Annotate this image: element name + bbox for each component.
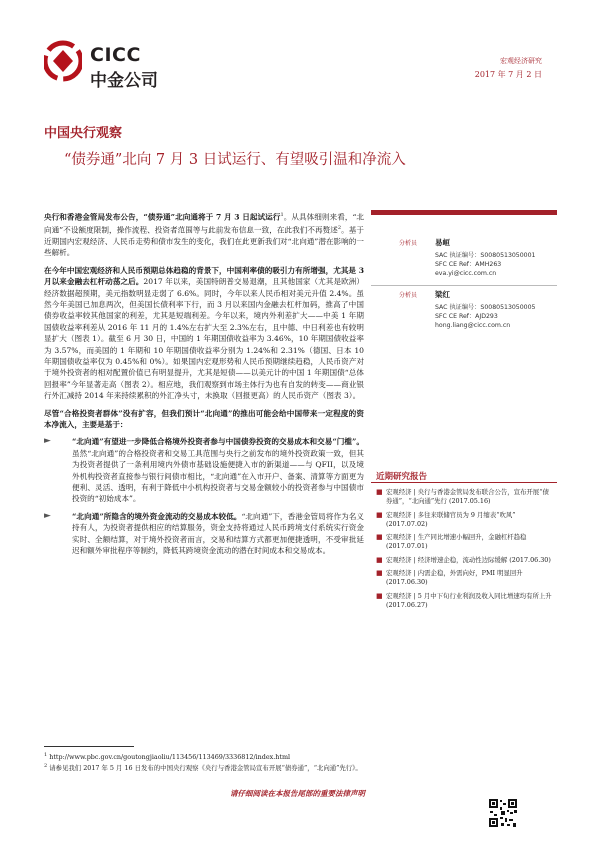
analyst-sfc: SFC CE Ref：AJD293 (435, 313, 498, 320)
analyst-sfc: SFC CE Ref：AMH263 (435, 261, 502, 268)
paragraph-3-lead: 尽管“合格投资者群体”没有扩容，但我们预计“北向通”的推出可能会给中国带来一定程度的资本净流入，主要是基于： (44, 408, 364, 429)
recent-reports-divider (371, 482, 557, 483)
footnote-number: 2 (44, 763, 48, 769)
analyst-email[interactable]: eva.yi@cicc.com.cn (435, 270, 497, 277)
bullet-icon: ■ (376, 591, 383, 600)
recent-report-text: 宏观经济 | 经济增速企稳，流动性边际缓解 (2017.06.30) (386, 555, 551, 564)
analyst-name: 梁红 (435, 290, 450, 299)
footnote-number: 1 (44, 752, 48, 758)
recent-reports-list (376, 488, 554, 614)
recent-report-item[interactable] (376, 488, 554, 507)
paragraph-3 (44, 408, 364, 431)
brand-name-en: CICC (90, 44, 141, 66)
footnote-ref-1[interactable]: 1 (280, 212, 284, 218)
bullet-icon: ■ (376, 555, 383, 564)
report-type: 宏观经济研究 (500, 57, 542, 65)
report-date: 2017 年 7 月 2 日 (474, 70, 542, 79)
report-title: “债券通”北向 7 月 3 日试运行、有望吸引温和净流入 (64, 152, 406, 168)
arrow-bullet-icon: ► (44, 510, 51, 521)
analyst-name: 易峘 (435, 238, 450, 247)
report-series: 中国央行观察 (44, 126, 123, 141)
recent-report-text: 宏观经济 | 生产同比增速小幅回升，金融杠杆趋稳 (2017.07.01) (386, 533, 527, 551)
legal-disclaimer: 请仔细阅读在本报告尾部的重要法律声明 (230, 789, 365, 798)
recent-report-text: 宏观经济 | 内需企稳，外需向好，PMI 明显回升 (2017.06.30) (386, 569, 523, 587)
recent-report-item[interactable] (376, 533, 554, 552)
recent-report-item[interactable] (376, 569, 554, 588)
paragraph-2 (44, 265, 364, 402)
footnote-1 (44, 751, 524, 761)
recent-report-text: 宏观经济 | 多往来联储官员为 9 月缩表“吹风” (2017.07.02) (386, 510, 516, 528)
bullet-icon: ■ (376, 488, 383, 496)
analyst-sac: SAC 执证编号：S0080513050001 (435, 252, 536, 259)
qr-code-icon (488, 798, 518, 828)
bullet-1-text: 虽然“北向通”的合格投资者和交易工具范围与央行之前发布的境外投资政策一致，但其为投资者提供了一条利用境内外债市基础设施便捷入市的新渠道——与 QFII，以及境外机构投资者直接参与银行间债市相比，“北向通”在入市开户、备案、清算等方面更为便利、灵活、透明，有利于降低中小机构投资者与交易金额较小的投资者参与中国债市投资的“初始成本”。 (72, 448, 364, 504)
analyst-label: 分析员 (399, 292, 418, 299)
analyst-info (435, 251, 536, 278)
analyst-email[interactable]: hong.liang@cicc.com.cn (435, 322, 511, 329)
bullet-2-lead: “北向通”所隐含的境外资金流动的交易成本较低。 (72, 511, 242, 521)
footnote-link[interactable]: http://www.pbc.gov.cn/goutongjiaoliu/113456/113469/3336812/index.html (49, 753, 291, 762)
recent-report-text: 宏观经济 | 央行与香港金管局发布联合公告，宣布开展“债券通”，“北向通”先行 (2017.05.16) (386, 488, 549, 506)
recent-reports-heading: 近期研究报告 (376, 472, 428, 482)
analyst-sac: SAC 执证编号：S0080513050005 (435, 304, 536, 311)
bullet-icon: ■ (376, 510, 383, 519)
footnote-2 (44, 762, 524, 772)
paragraph-1-lead: 央行和香港金管局发布公告，“债券通”北向通将于 7 月 3 日起试运行 (44, 212, 281, 222)
footnote-divider (44, 746, 134, 747)
arrow-bullet-icon: ► (44, 436, 51, 447)
bullet-icon: ■ (376, 569, 383, 578)
recent-report-item[interactable] (376, 511, 554, 530)
bullet-2-text: “北向通”下，香港金管局将作为名义持有人，为投资者提供相应的结算服务，资金支持将通过人民币跨境支付系统实行资金实时、全额结算，对于境外投资者而言，交易和结算方式都更加便捷透明，不受审批延迟和额外审批程序等制约，降低其跨境资金流动的潜在时间成本和交易成本。 (72, 511, 365, 556)
bullet-icon: ■ (376, 533, 383, 542)
recent-report-item[interactable] (376, 592, 554, 611)
recent-report-text: 宏观经济 | 5 月中下旬行业利润及收入同比增速均有所上升 (2017.06.27) (386, 591, 552, 609)
bullet-item-1 (44, 436, 364, 504)
paragraph-2-text: 2017 年以来，美国特朗普交易退潮，且其他国家（尤其是欧洲）经济数据超预期，美元指数明显走弱了 6.6%。同时，今年以来人民币相对美元升值 2.4%。虽然今年美国已加息两次，但美国长债利率下行，而 3 月以来国内金融去杠杆加码，推高了中国债券收益率较其他国家的利差，尤其是短端利差。今年以来，境内外利差扩大——中美 1 年期国债收益率利差从 2016 年 11 月的 1.4%左右扩大至 2.3%左右，且中德、中日利差也有较明显扩大（图表 1）。截至 6 月 30 日，中国的 1 年期国债收益率为 3.46%，10 年期国债收益率为 3.57%，而美国的 1 年期和 10 年期国债收益率分别为 1.24%和 2.31%（德国、日本 10 年期国债收益率仅为 0.45%和 0%）。如果国内宏观形势和人民币预期继续趋稳，人民币资产对于境外投资者的相对配置价值已有明显提升，尤其是短债——以美元计的中国 1 年期国债“总体回报率”今年显著走高（图表 2）。相应地，我们观察到市场主体行为也有自发的转变——商业银行外汇减持 2014 年来持续累积的外汇净头寸，未换取（回报更高）的人民币资产（图表 3）。 (44, 277, 364, 401)
paragraph-1 (44, 210, 364, 259)
footnote-ref-2[interactable]: 2 (337, 224, 342, 231)
cicc-logo-icon (44, 36, 82, 86)
analyst-divider (371, 285, 557, 286)
paragraph-2-lead: 在今年中国宏观经济和人民币预期总体趋稳的背景下，中国利率债的吸引力有所增强，尤其是 3 月以来金融去杠杆动荡之后。 (44, 265, 364, 287)
recent-report-item[interactable] (376, 556, 554, 565)
footnote-text: 请参见我们 2017 年 5 月 16 日发布的中国央行观察《央行与香港金管局宣布开展“债券通”，“北向通”先行》。 (49, 764, 362, 773)
bullet-item-2 (44, 511, 364, 557)
brand-name-cn: 中金公司 (90, 71, 158, 91)
analyst-info (435, 303, 536, 330)
bullet-1-lead: “北向通”有望进一步降低合格境外投资者参与中国债券投资的交易成本和交易“门槛”。 (72, 437, 364, 447)
analyst-label: 分析员 (399, 240, 418, 247)
main-text (44, 210, 364, 562)
analyst-box (371, 210, 557, 329)
paragraph-1-text: 。从具体细则来看，“北向通”不设额度限制，操作流程、投资者范围等与此前发布信息一致，在此我们不再赘述 (44, 212, 364, 235)
paragraph-1-end: 。基于近期国内宏观经济、人民币走势和债市发生的变化，我们在此更新我们对“北向通”潜在影响的一些解析。 (44, 225, 364, 258)
